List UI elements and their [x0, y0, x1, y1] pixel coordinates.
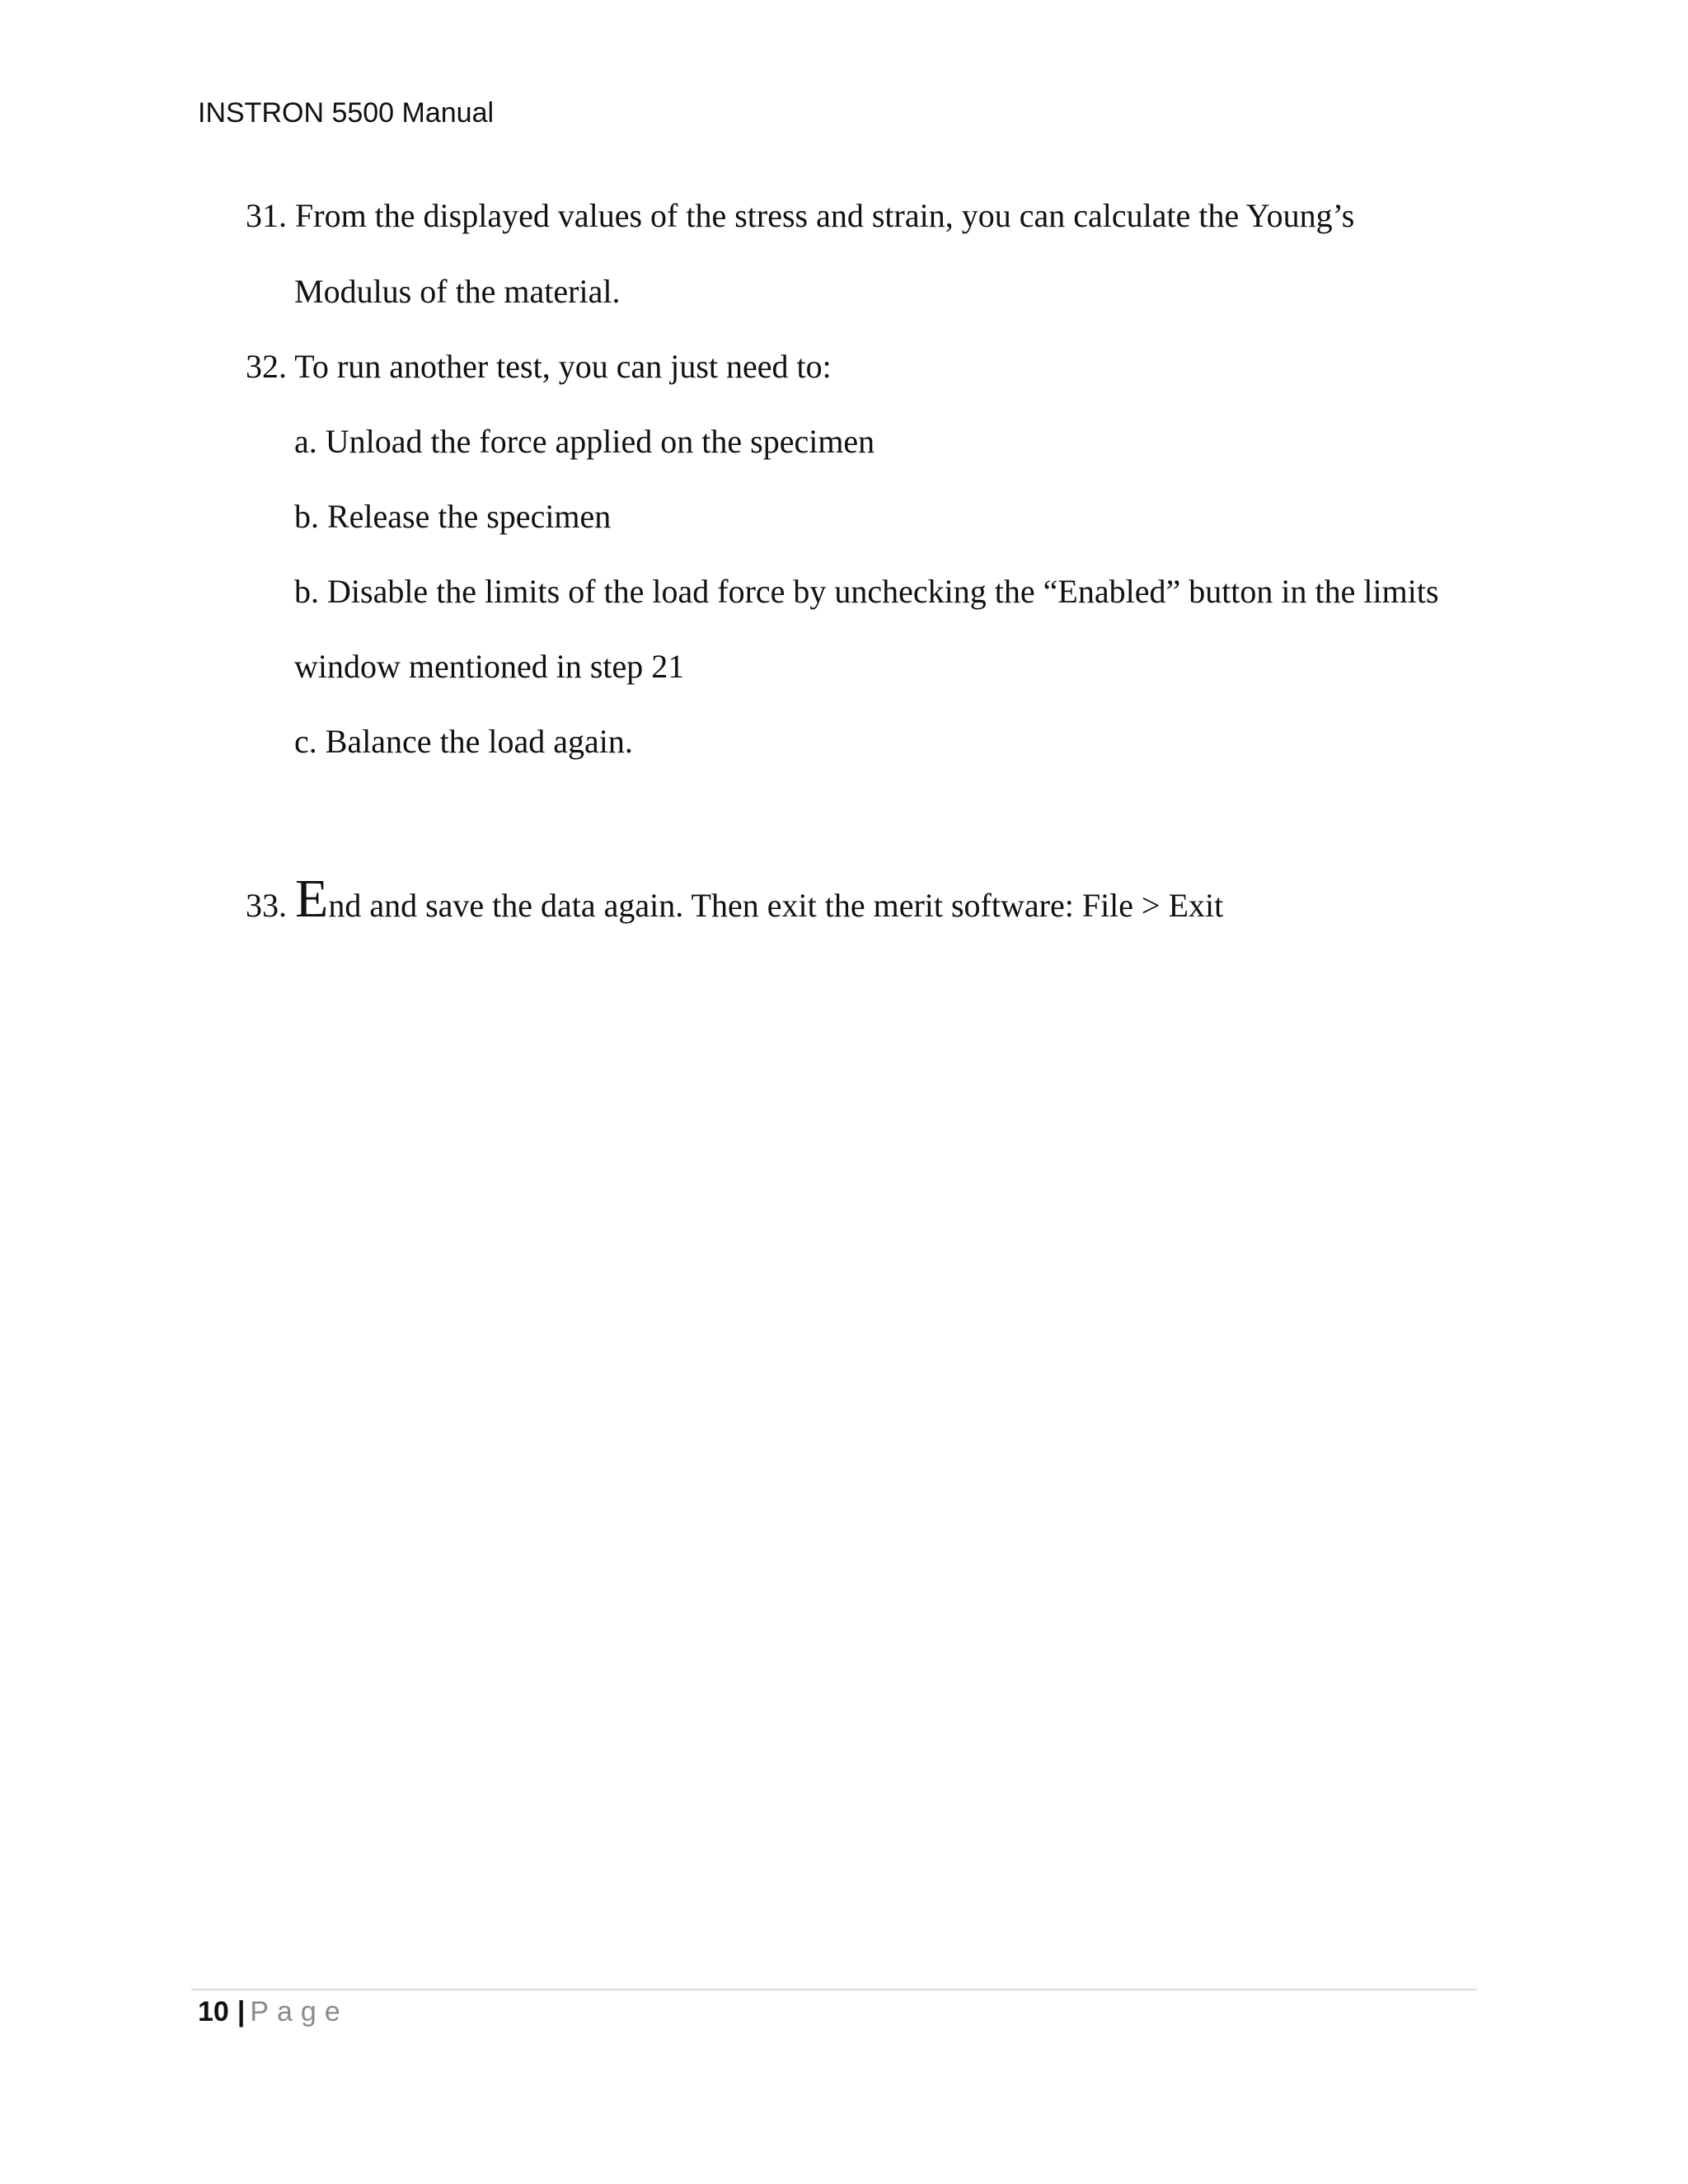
step-31-text-1: From the displayed values of the stress and strain, you can calculate the Young’s — [295, 197, 1355, 234]
step-31-text-2: Modulus of the material. — [294, 273, 621, 310]
step-33-drop-letter: E — [295, 869, 329, 929]
page-label: Page — [250, 1996, 349, 2027]
document-header: INSTRON 5500 Manual — [198, 97, 495, 129]
step-33-number: 33. — [246, 887, 287, 924]
step-32-substep-b: b. Release the specimen — [294, 498, 612, 535]
step-32-substep-a: a. Unload the force applied on the specimen — [294, 423, 875, 460]
footer-separator: | — [237, 1996, 246, 2027]
step-32-text-1: To run another test, you can just need to: — [294, 348, 832, 385]
footer-divider — [191, 1989, 1477, 1990]
page-footer — [198, 1996, 349, 2028]
page-number: 10 — [198, 1996, 229, 2027]
step-32-number: 32. — [246, 348, 287, 385]
step-32-substep-b2-line-2: window mentioned in step 21 — [294, 648, 685, 685]
step-31-line-1 — [246, 196, 1354, 235]
step-32-line-1 — [246, 347, 832, 386]
step-33-text: nd and save the data again. Then exit the merit software: File > Exit — [328, 887, 1224, 924]
step-32-substep-c: c. Balance the load again. — [294, 723, 633, 760]
step-31-number: 31. — [246, 197, 287, 234]
step-32-substep-b2-line-1: b. Disable the limits of the load force by unchecking the “Enabled” button in the limits — [294, 573, 1439, 610]
step-33-line-1 — [246, 869, 1224, 929]
